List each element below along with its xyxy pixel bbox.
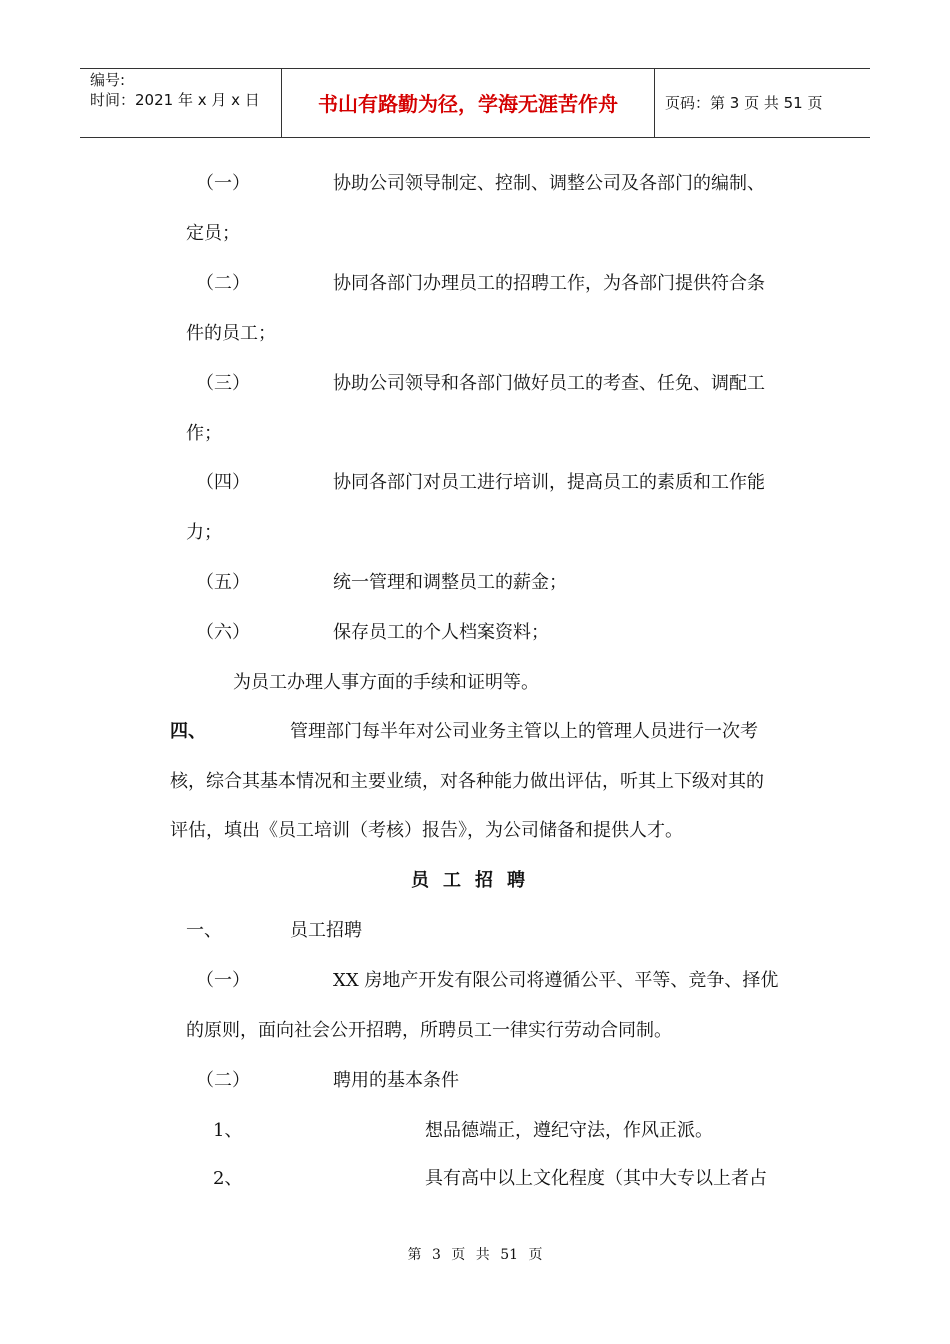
condition-2-text: 具有高中以上文化程度（其中大专以上者占 [425, 1168, 767, 1189]
item-5-number: （五） [196, 572, 250, 593]
item-4-number: （四） [196, 472, 250, 493]
item-3-text: 协助公司领导和各部门做好员工的考查、任免、调配工 [333, 373, 765, 394]
header-page-cell [655, 69, 870, 137]
recruit-heading: 员工招聘 [290, 920, 362, 941]
recruit-sub-1-continuation: 的原则，面向社会公开招聘，所聘员工一律实行劳动合同制。 [186, 1020, 672, 1041]
extra-line: 为员工办理人事方面的手续和证明等。 [233, 672, 539, 693]
recruit-number: 一、 [186, 920, 222, 941]
section-4-text: 管理部门每半年对公司业务主管以上的管理人员进行一次考 [290, 721, 758, 742]
recruit-sub-2-number: （二） [196, 1070, 250, 1091]
document-header [80, 68, 870, 138]
item-6-number: （六） [196, 622, 250, 643]
section-4-number: 四、 [170, 721, 206, 742]
item-3-continuation: 作； [186, 423, 222, 444]
header-page-info: 页码：第 3 页 共 51 页 [665, 94, 823, 112]
doc-date-label: 时间：2021 年 x 月 x 日 [90, 91, 260, 109]
recruit-sub-1-text: XX 房地产开发有限公司将遵循公平、平等、竞争、择优 [333, 970, 779, 991]
recruit-sub-2-text: 聘用的基本条件 [333, 1070, 459, 1091]
condition-1-number: 1、 [213, 1120, 243, 1141]
header-motto: 书山有路勤为径，学海无涯苦作舟 [318, 92, 618, 116]
item-2-number: （二） [196, 273, 250, 294]
item-4-continuation: 力； [186, 522, 222, 543]
item-1-number: （一） [196, 173, 250, 194]
item-5-text: 统一管理和调整员工的薪金； [333, 572, 567, 593]
section-title: 员工招聘 [411, 870, 539, 891]
item-1-continuation: 定员； [186, 223, 240, 244]
header-meta-cell [80, 69, 282, 137]
condition-2-number: 2、 [213, 1168, 243, 1189]
item-4-text: 协同各部门对员工进行培训，提高员工的素质和工作能 [333, 472, 765, 493]
item-3-number: （三） [196, 373, 250, 394]
recruit-sub-1-number: （一） [196, 970, 250, 991]
header-motto-cell [282, 69, 655, 137]
item-2-text: 协同各部门办理员工的招聘工作，为各部门提供符合条 [333, 273, 765, 294]
item-1-text: 协助公司领导制定、控制、调整公司及各部门的编制、 [333, 173, 765, 194]
section-4-continuation-2: 评估，填出《员工培训（考核）报告》，为公司储备和提供人才。 [170, 820, 683, 841]
doc-number-label: 编号: [90, 71, 126, 89]
item-6-text: 保存员工的个人档案资料； [333, 622, 549, 643]
section-4-continuation-1: 核，综合其基本情况和主要业绩，对各种能力做出评估，听其上下级对其的 [170, 771, 764, 792]
page-footer: 第 3 页 共 51 页 [407, 1247, 543, 1263]
item-2-continuation: 件的员工； [186, 323, 276, 344]
condition-1-text: 想品德端正，遵纪守法，作风正派。 [425, 1120, 713, 1141]
